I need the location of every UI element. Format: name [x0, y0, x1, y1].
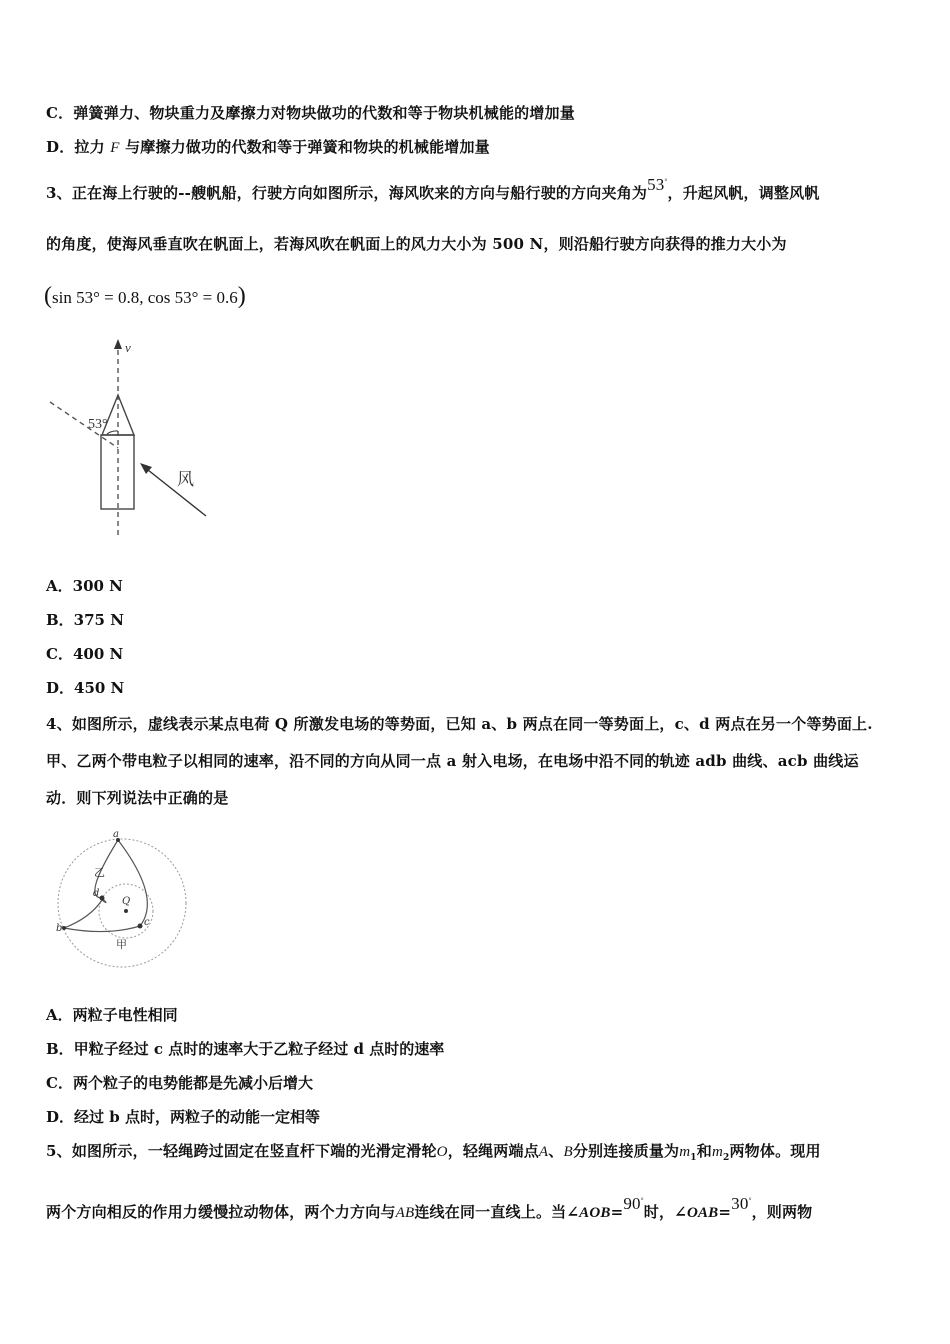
trajectory-yi [64, 840, 118, 928]
wind-extension-line [50, 402, 118, 448]
q3-option-b: B．375 N [46, 611, 124, 629]
degree-mark: ° [640, 1196, 644, 1205]
angle-30-number: 30 [731, 1194, 749, 1213]
velocity-arrowhead [114, 339, 122, 349]
label-jia: 甲 [116, 938, 127, 951]
angle-90-number: 90 [623, 1194, 641, 1213]
q5-text-d: 分别连接质量为 [572, 1142, 680, 1160]
q2-option-d-prefix: D．拉力 [46, 138, 105, 156]
angle-30-value [731, 1194, 751, 1213]
label-b: b [56, 923, 63, 934]
q5-l2-c: 时，∠ [643, 1203, 687, 1221]
q3-option-a: A．300 N [46, 577, 123, 595]
mass-m1-sub: 1 [690, 1153, 697, 1163]
q3-angle-number: 53 [647, 175, 665, 194]
q3-stem-line1 [46, 175, 820, 203]
point-b [62, 926, 66, 930]
q3-stem-line2: 的角度，使海风垂直吹在帆面上，若海风吹在帆面上的风力大小为 500 N，则沿船行驶方向获得的推力大小为 [46, 235, 787, 253]
angle-90-value [623, 1194, 643, 1213]
q3-formula-text: sin 53° = 0.8, cos 53° = 0.6 [52, 288, 238, 307]
q3-trig-formula [44, 283, 246, 310]
mass-m2-sub: 2 [723, 1153, 730, 1163]
paren-close: ) [237, 283, 246, 309]
wind-label: 风 [177, 470, 194, 490]
q5-stem-line1 [46, 1140, 821, 1163]
point-q [124, 909, 128, 913]
q2-option-d-suffix: 与摩擦力做功的代数和等于弹簧和物块的机械能增加量 [125, 138, 490, 156]
label-a: a [113, 829, 119, 840]
point-B-var: B [563, 1144, 573, 1160]
q3-angle-value [647, 175, 667, 194]
q4-stem-line2: 甲、乙两个带电粒子以相同的速率，沿不同的方向从同一点 a 射入电场，在电场中沿不同的轨迹 adb 曲线、acb 曲线运 [46, 752, 859, 770]
q5-l2-a: 两个方向相反的作用力缓慢拉动物体，两个力方向与 [46, 1203, 396, 1221]
q2-option-c: C．弹簧弹力、物块重力及摩擦力对物块做功的代数和等于物块机械能的增加量 [46, 104, 575, 122]
label-yi: 乙 [94, 866, 105, 879]
mass-m2: m [711, 1144, 724, 1160]
q5-text-a: 5、如图所示，一轻绳跨过固定在竖直杆下端的光滑定滑轮 [46, 1142, 437, 1160]
force-variable-f: F [110, 140, 120, 156]
paren-open: ( [44, 283, 52, 309]
label-d: d [93, 888, 100, 899]
angle-arc [107, 431, 118, 434]
pulley-o: O [436, 1144, 448, 1160]
point-c [138, 924, 143, 929]
electric-field-figure [52, 828, 192, 973]
velocity-label: v [125, 340, 131, 355]
point-d [100, 896, 105, 901]
q3-stem-prefix: 3、正在海上行驶的--艘帆船，行驶方向如图所示，海风吹来的方向与船行驶的方向夹角为 [46, 184, 648, 202]
trajectory-jia [64, 840, 147, 932]
point-A-var: A [538, 1144, 549, 1160]
q5-l2-b: 连线在同一直线上。当∠ [414, 1203, 580, 1221]
q5-stem-line2 [46, 1194, 813, 1222]
degree-mark: ° [748, 1196, 752, 1205]
q3-stem-suffix: ，升起风帆，调整风帆 [667, 184, 820, 202]
q5-l2-eq2: = [718, 1203, 732, 1221]
q4-stem-line3: 动．则下列说法中正确的是 [46, 789, 229, 807]
line-AB: AB [395, 1205, 415, 1221]
angle-label: 53° [88, 417, 108, 432]
sailboat-wind-figure [44, 335, 219, 535]
q5-text-b: ，轻绳两端点 [447, 1142, 539, 1160]
q4-option-c: C．两个粒子的电势能都是先减小后增大 [46, 1074, 313, 1092]
angle-OAB: OAB [686, 1205, 719, 1221]
q5-l2-d: ，则两物 [751, 1203, 813, 1221]
q5-text-c: 、 [548, 1142, 564, 1160]
q5-l2-eq1: = [610, 1203, 624, 1221]
q4-stem-line1: 4、如图所示，虚线表示某点电荷 Q 所激发电场的等势面，已知 a、b 两点在同一等势面上，c、d 两点在另一个等势面上. [46, 715, 873, 733]
label-q: Q [122, 896, 131, 907]
q3-option-d: D．450 N [46, 679, 125, 697]
q2-option-d [46, 136, 490, 157]
angle-AOB: AOB [579, 1205, 611, 1221]
q5-text-f: 两物体。现用 [729, 1142, 821, 1160]
q4-option-b: B．甲粒子经过 c 点时的速率大于乙粒子经过 d 点时的速率 [46, 1040, 445, 1058]
wind-arrow [143, 466, 206, 516]
label-c: c [144, 917, 150, 928]
mass-m1: m [679, 1144, 691, 1160]
degree-mark: ° [664, 177, 668, 186]
q4-option-d: D．经过 b 点时，两粒子的动能一定相等 [46, 1108, 320, 1126]
q3-option-c: C．400 N [46, 645, 124, 663]
q5-text-e: 和 [696, 1142, 712, 1160]
q4-option-a: A．两粒子电性相同 [46, 1006, 178, 1024]
